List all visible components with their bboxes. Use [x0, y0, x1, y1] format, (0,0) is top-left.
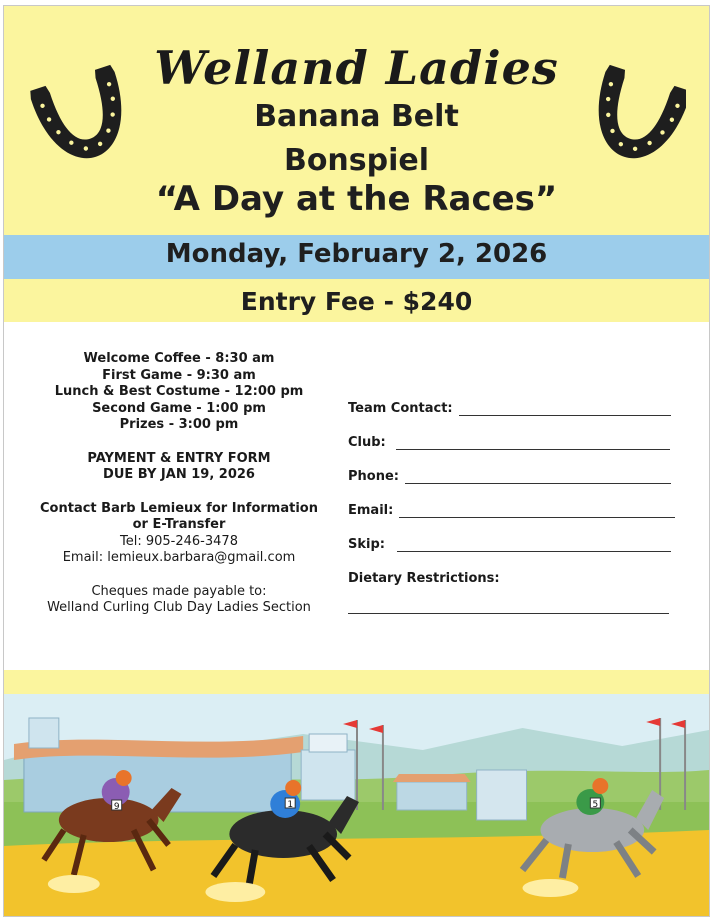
horse-number: 1 — [287, 799, 294, 811]
horse-number: 9 — [113, 801, 120, 813]
dietary-label: Dietary Restrictions: — [348, 571, 500, 586]
schedule-item: Lunch & Best Costume - 12:00 pm — [54, 384, 304, 399]
dietary-row — [348, 571, 500, 586]
schedule-item: Prizes - 3:00 pm — [119, 417, 239, 432]
email-label: Email: — [348, 503, 394, 518]
skip-row — [348, 537, 671, 552]
email-field[interactable] — [399, 503, 675, 518]
schedule-item: Second Game - 1:00 pm — [92, 400, 266, 416]
phone-label: Phone: — [348, 469, 399, 484]
schedule-item: First Game - 9:30 am — [102, 367, 256, 383]
club-field[interactable] — [396, 435, 670, 450]
email-row — [348, 503, 675, 518]
schedule-item: Welcome Coffee - 8:30 am — [83, 351, 275, 366]
payment-heading: PAYMENT & ENTRY FORM — [87, 450, 271, 466]
skip-label: Skip: — [348, 537, 385, 552]
club-row — [348, 435, 670, 450]
event-subtitle-2: Bonspiel — [283, 143, 430, 178]
cheques-payee: Welland Curling Club Day Ladies Section — [47, 600, 311, 615]
flyer — [3, 5, 710, 917]
event-theme: “A Day at the Races” — [155, 179, 558, 219]
skip-field[interactable] — [397, 537, 671, 552]
contact-heading-2: or E-Transfer — [132, 517, 226, 532]
cheques-label: Cheques made payable to: — [91, 583, 267, 599]
entry-fee: Entry Fee - $240 — [240, 287, 473, 316]
tower — [301, 734, 355, 800]
event-subtitle-1: Banana Belt — [254, 99, 459, 134]
event-date: Monday, February 2, 2026 — [165, 239, 548, 269]
contact-tel: Tel: 905-246-3478 — [120, 533, 238, 549]
team-contact-field[interactable] — [459, 401, 671, 416]
contact-heading: Contact Barb Lemieux for Information — [40, 500, 318, 516]
event-title: Welland Ladies — [154, 41, 559, 95]
contact-email: Email: lemieux.barbara@gmail.com — [62, 550, 296, 565]
phone-row — [348, 469, 671, 484]
info-column — [14, 351, 344, 617]
team-contact-label: Team Contact: — [348, 401, 453, 416]
team-contact-row — [348, 401, 671, 416]
racetrack-illustration — [4, 670, 709, 917]
horse-number: 5 — [592, 799, 599, 811]
dietary-field[interactable] — [348, 613, 669, 614]
phone-field[interactable] — [405, 469, 671, 484]
club-label: Club: — [348, 435, 386, 450]
payment-due: DUE BY JAN 19, 2026 — [103, 467, 255, 482]
